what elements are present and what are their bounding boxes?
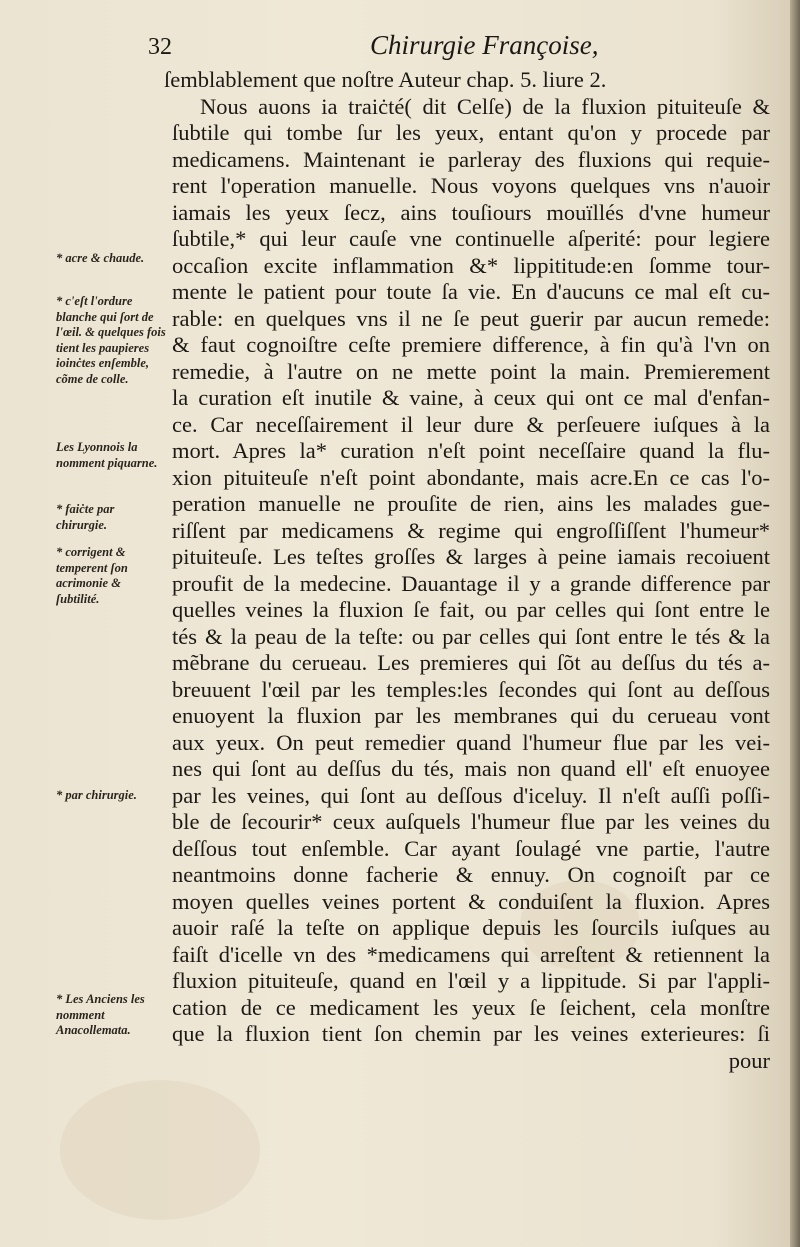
text-line: Nous auons ia traiċté( dit Celſe) de la fluxion pituiteuſe & — [200, 93, 770, 119]
margin-note: * faiċte par chirurgie. — [56, 502, 115, 532]
text-line: ſubtile,* qui leur cauſe vne continuelle aſperité: pour legiere — [172, 226, 770, 251]
body-text — [164, 67, 770, 1074]
text-line: par les veines, qui ſont au deſſous d'iceluy. Il n'eſt auſſi poſſi- — [172, 782, 770, 808]
text-line: que la fluxion tient ſon chemin par les veines exterieures: ſi — [172, 1021, 770, 1046]
text-line: enuoyent la fluxion par les membranes qui du cerueau vont — [172, 703, 770, 728]
margin-note: Les Lyonnois la nomment piquarne. — [56, 440, 158, 470]
text-line: tés & la peau de la teſte: ou par celles qui ſont entre le tés & la — [172, 623, 770, 649]
text-line: ſemblablement que noſtre Auteur chap. 5. liure 2. — [164, 67, 607, 92]
text-line: peration manuelle ne prouſite de rien, ains les malades gue- — [172, 491, 770, 516]
page-edge-shadow — [790, 0, 800, 1247]
text-line: pituiteuſe. Les teſtes groſſes & larges à peine iamais recoiuent — [172, 544, 770, 569]
margin-note: * acre & chaude. — [56, 251, 145, 265]
text-line: proufit de la medecine. Dauantage il y a grande difference par — [172, 570, 770, 596]
text-line: faiſt d'icelle vn des *medicamens qui arreſtent & retiennent la — [172, 941, 770, 967]
text-line: ble de ſecourir* ceux auſquels l'humeur flue par les veines du — [172, 809, 770, 834]
text-line: fluxion pituiteuſe, quand en l'œil y a lippitude. Si par l'appli- — [172, 968, 770, 993]
text-line: la curation eſt inutile & vaine, à ceux qui ont ce mal d'enfan- — [172, 385, 770, 410]
text-line: iamais les yeux ſecz, ains touſiours mouïllés d'vne humeur — [172, 199, 770, 225]
margin-note: * corrigent & temperent ſon acrimonie & ſubtilité. — [56, 545, 128, 606]
text-line: moyen quelles veines portent & conduiſent la fluxion. Apres — [172, 888, 770, 914]
text-line: auoir raſé la teſte on applique depuis les ſourcils iuſques au — [172, 915, 770, 940]
text-line: rable: en quelques vns il ne ſe peut guerir par aucun remede: — [172, 305, 770, 331]
text-line: occaſion excite inflammation &* lippititude:en ſomme tour- — [172, 252, 770, 278]
margin-note: * Les Anciens les nomment Anacollemata. — [56, 992, 145, 1037]
text-line: aux yeux. On peut remedier quand l'humeur flue par les vei- — [172, 729, 770, 755]
running-title: Chirurgie Françoise, — [370, 30, 599, 60]
text-line: breuuent l'œil par les temples:les ſecondes qui ſont au deſſous — [172, 676, 770, 702]
text-line: medicamens. Maintenant ie parleray des fluxions qui requie- — [172, 146, 770, 172]
text-line: riſſent par medicamens & regime qui engroſſiſſent l'humeur* — [172, 517, 770, 543]
catchword: pour — [728, 1047, 770, 1073]
text-line: neantmoins donne facherie & ennuy. On cognoiſt par ce — [172, 862, 770, 887]
text-line: deſſous tout enſemble. Car ayant ſoulagé vne partie, l'autre — [172, 835, 770, 861]
paper-stain — [60, 1080, 260, 1220]
margin-note: * par chirurgie. — [56, 788, 137, 802]
text-line: mort. Apres la* curation n'eſt point neceſſaire quand la flu- — [172, 438, 770, 463]
text-line: rent l'operation manuelle. Nous voyons quelques vns n'auoir — [172, 173, 770, 198]
text-line: cation de ce medicament les yeux ſe ſeichent, cela monſtre — [172, 994, 770, 1020]
text-line: quelles veines la fluxion ſe fait, ou par celles qui ſont entre le — [172, 597, 770, 622]
margin-note: * c'eſt l'ordure blanche qui ſort de l'œil. & quelques fois tient les paupieres ioinċtes enſemble, cõme de colle. — [56, 294, 166, 386]
page-number: 32 — [148, 34, 172, 60]
text-line: ſubtile qui tombe ſur les yeux, entant qu'on y procede par — [172, 120, 770, 145]
page-header — [148, 30, 768, 64]
text-line: ce. Car neceſſairement il leur dure & perſeuere iuſques à la — [172, 411, 770, 437]
text-line: xion pituiteuſe n'eſt point abondante, mais acre.En ce cas l'o- — [172, 464, 770, 490]
text-line: & faut cognoiſtre ceſte premiere difference, à fin qu'à l'vn on — [172, 332, 770, 357]
text-line: mente le patient pour toute ſa vie. En d'aucuns ce mal eſt cu- — [172, 279, 770, 304]
text-line: nes qui ſont au deſſus du tés, mais non quand ell' eſt enuoyee — [172, 756, 770, 781]
text-line: remedie, à l'autre on ne mette point la main. Premierement — [172, 358, 770, 384]
text-line: mẽbrane du cerueau. Les premieres qui ſõt au deſſus du tés a- — [172, 650, 770, 675]
